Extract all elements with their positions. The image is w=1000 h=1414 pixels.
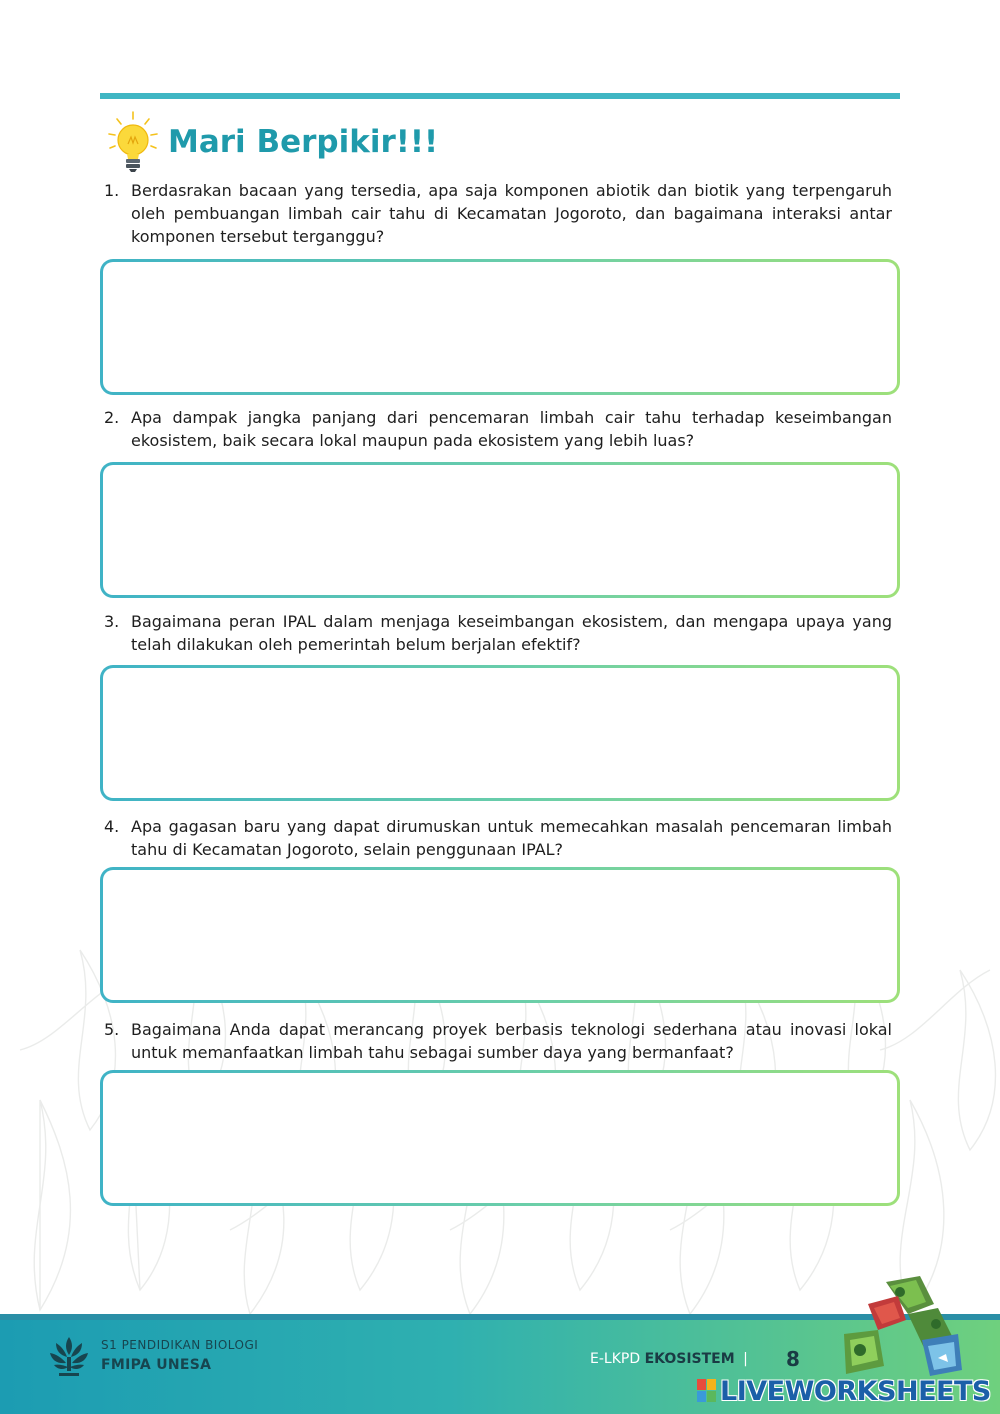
question-number: 5. — [104, 1020, 120, 1039]
question-4 — [104, 815, 892, 861]
question-1 — [104, 179, 892, 248]
answer-input-1[interactable] — [103, 262, 897, 392]
question-text: Apa dampak jangka panjang dari pencemaran limbah cair tahu terhadap keseimbangan ekosistem, baik secara lokal maupun pada ekosistem yang lebih luas? — [131, 408, 892, 450]
watermark-text: LIVEWORKSHEETS — [720, 1375, 991, 1407]
answer-input-5[interactable] — [103, 1073, 897, 1203]
question-number: 4. — [104, 817, 120, 836]
question-number: 1. — [104, 181, 120, 200]
university-logo-icon — [46, 1333, 92, 1379]
ecosystem-illustration-icon — [838, 1274, 964, 1386]
answer-box-2 — [100, 462, 900, 598]
question-number: 2. — [104, 408, 120, 427]
watermark — [697, 1374, 991, 1408]
question-text: Berdasrakan bacaan yang tersedia, apa saja komponen abiotik dan biotik yang terpengaruh oleh pembuangan limbah cair tahu di Kecamatan Jogoroto, dan bagaimana interaksi antar komponen tersebut terganggu? — [131, 181, 892, 246]
doc-prefix: E-LKPD — [590, 1351, 641, 1367]
lightbulb-icon — [104, 110, 166, 174]
page-title: Mari Berpikir!!! — [168, 124, 439, 160]
liveworksheets-logo-icon — [697, 1379, 717, 1403]
top-divider — [100, 93, 900, 99]
answer-input-3[interactable] — [103, 668, 897, 798]
question-text: Apa gagasan baru yang dapat dirumuskan untuk memecahkan masalah pencemaran limbah tahu di Kecamatan Jogoroto, selain penggunaan IPAL? — [131, 817, 892, 859]
answer-box-5 — [100, 1070, 900, 1206]
answer-box-1 — [100, 259, 900, 395]
org-department: S1 PENDIDIKAN BIOLOGI — [101, 1338, 259, 1352]
question-3 — [104, 610, 892, 656]
doc-separator: | — [743, 1351, 748, 1367]
doc-subject: EKOSISTEM — [644, 1351, 735, 1367]
answer-input-2[interactable] — [103, 465, 897, 595]
page-number: 8 — [786, 1347, 800, 1371]
question-text: Bagaimana Anda dapat merancang proyek berbasis teknologi sederhana atau inovasi lokal untuk memanfaatkan limbah tahu sebagai sumber daya yang bermanfaat? — [131, 1020, 892, 1062]
document-label — [590, 1351, 748, 1367]
section-header — [104, 110, 438, 174]
answer-box-4 — [100, 867, 900, 1003]
question-number: 3. — [104, 612, 120, 631]
question-2 — [104, 406, 892, 452]
org-faculty: FMIPA UNESA — [101, 1357, 212, 1373]
answer-box-3 — [100, 665, 900, 801]
question-text: Bagaimana peran IPAL dalam menjaga keseimbangan ekosistem, dan mengapa upaya yang telah dilakukan oleh pemerintah belum berjalan efektif? — [131, 612, 892, 654]
question-5 — [104, 1018, 892, 1064]
answer-input-4[interactable] — [103, 870, 897, 1000]
